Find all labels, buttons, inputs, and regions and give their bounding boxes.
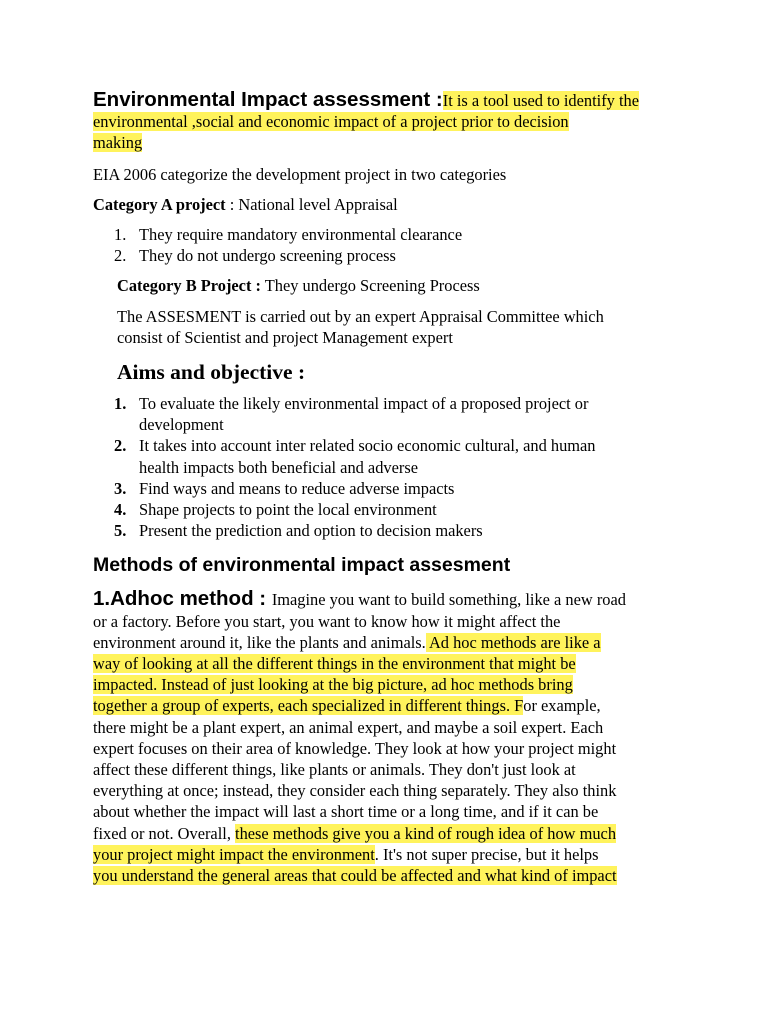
category-a-list bbox=[93, 224, 678, 266]
adhoc-paragraph: 1.Adhoc method : Imagine you want to build something, like a new road or a factory. Before you start, you want to know how it might affect the environment around it, like the plants and animals. Ad hoc methods are like a way of looking at all the different things in the environment that might be impacted. Instead of just looking at the big picture, ad hoc methods bring together a group of experts, each specialized in different things. For example, there might be a plant expert, an animal expert, and maybe a soil expert. Each expert focuses on their area of knowledge. They look at how your project might affect these different things, like plants or animals. They don't just look at everything at once; instead, they consider each thing separately. They also think about whether the impact will last a short time or a long time, and if it can be fixed or not. Overall, these methods give you a kind of rough idea of how much your project might impact the environment. It's not super precise, but it helps you understand the general areas that could be affected and what kind of impact bbox=[93, 587, 626, 886]
category-a-line bbox=[93, 194, 678, 215]
list-item: 4. Shape projects to point the local environment bbox=[114, 500, 437, 520]
list-item: 1. To evaluate the likely environmental impact of a proposed project or development bbox=[114, 394, 589, 435]
highlight: you understand the general areas that could be affected and what kind of impact bbox=[93, 866, 617, 886]
adhoc-heading: 1.Adhoc method : bbox=[93, 587, 272, 611]
intro-text: EIA 2006 categorize the development project in two categories bbox=[93, 164, 507, 184]
list-item: 2. It takes into account inter related socio economic cultural, and human health impacts both beneficial and adverse bbox=[114, 436, 596, 477]
category-a-label: Category A project bbox=[93, 194, 226, 214]
aims-heading: Aims and objective : bbox=[117, 360, 306, 385]
list-item: 1. They require mandatory environmental clearance bbox=[114, 225, 463, 245]
highlight: Ad hoc methods are like a bbox=[425, 632, 601, 652]
highlight: these methods give you a kind of rough idea of how much bbox=[235, 823, 617, 843]
category-b-line bbox=[93, 275, 678, 296]
eia-heading: Environmental Impact assessment : bbox=[93, 88, 443, 111]
assessment-paragraph: The ASSESMENT is carried out by an expert Appraisal Committee which consist of Scientist and project Management expert bbox=[117, 306, 604, 347]
list-item: 3. Find ways and means to reduce adverse impacts bbox=[114, 478, 455, 498]
highlight: your project might impact the environment bbox=[93, 844, 375, 864]
eia-definition bbox=[93, 89, 678, 111]
list-item: 5. Present the prediction and option to decision makers bbox=[114, 521, 483, 541]
category-b-label: Category B Project : bbox=[117, 276, 261, 296]
eia-definition-part-3: making bbox=[93, 133, 143, 153]
methods-heading: Methods of environmental impact assesment bbox=[93, 554, 511, 577]
highlight: together a group of experts, each specialized in different things. F bbox=[93, 696, 524, 716]
highlight: impacted. bbox=[93, 675, 158, 695]
eia-definition-part-1: It is a tool used to identify the bbox=[442, 91, 639, 110]
aims-list bbox=[93, 393, 678, 541]
category-b-text: They undergo Screening Process bbox=[260, 276, 480, 296]
category-a-text: : National level Appraisal bbox=[225, 194, 398, 214]
highlight: way of looking at all the different things in the environment that might be bbox=[93, 654, 576, 674]
document-body bbox=[93, 89, 678, 886]
list-item: 2. They do not undergo screening process bbox=[114, 246, 396, 266]
highlight: Instead of just looking at the big picture, ad hoc methods bring bbox=[157, 675, 573, 695]
eia-definition-part-2: environmental ,social and economic impact of a project prior to decision bbox=[93, 112, 569, 132]
